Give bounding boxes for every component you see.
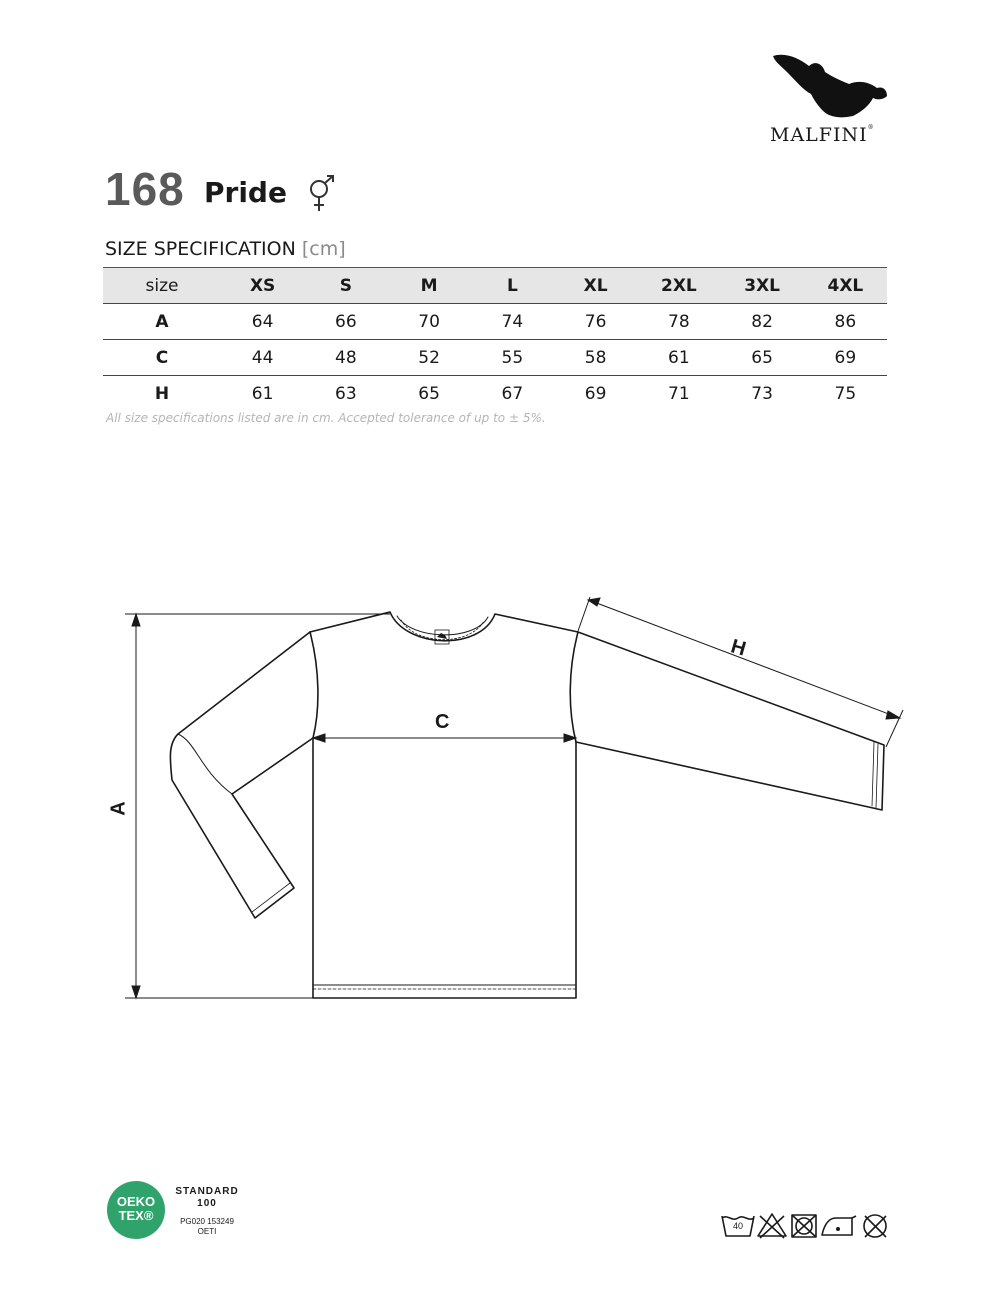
- eagle-logo-icon: [765, 50, 900, 125]
- no-tumble-dry-icon: [792, 1215, 816, 1237]
- size-header: L: [471, 268, 554, 304]
- iron-low-icon: [822, 1216, 856, 1235]
- tolerance-note: All size specifications listed are in cm. Accepted tolerance of up to ± 5%.: [106, 411, 546, 425]
- table-cell: 55: [501, 347, 524, 368]
- size-table: [103, 267, 887, 411]
- dimension-label-h: H: [728, 635, 749, 661]
- table-cell: 73: [751, 383, 773, 404]
- row-label: A: [155, 311, 169, 332]
- unisex-symbol-icon: [305, 174, 339, 214]
- wash-temperature: 40: [732, 1221, 743, 1231]
- oeko-text-line: OEKO: [116, 1194, 156, 1209]
- standard-label: [172, 1186, 242, 1210]
- row-label: H: [154, 383, 170, 404]
- size-column-header: size: [103, 268, 221, 304]
- table-cell: 61: [668, 347, 690, 368]
- long-sleeve-shirt-icon: [100, 580, 920, 1020]
- row-label: C: [155, 347, 169, 368]
- table-cell: 58: [584, 347, 607, 368]
- table-cell: 65: [418, 383, 440, 404]
- brand-name: MALFINI®: [770, 124, 875, 146]
- standard-text: STANDARD: [175, 1186, 239, 1197]
- dimension-label-c: C: [435, 711, 450, 733]
- size-header: 3XL: [721, 268, 804, 304]
- size-header: S: [304, 268, 387, 304]
- oeko-text-line: TEX®: [118, 1208, 154, 1223]
- size-header: 4XL: [804, 268, 887, 304]
- table-cell: 67: [501, 383, 524, 404]
- standard-number: 100: [197, 1198, 217, 1209]
- size-header: XS: [221, 268, 304, 304]
- table-cell: 76: [584, 311, 607, 332]
- no-bleach-icon: [758, 1214, 786, 1238]
- table-cell: 78: [668, 311, 690, 332]
- table-cell: 61: [251, 383, 274, 404]
- table-row: [103, 340, 887, 376]
- table-cell: 65: [751, 347, 773, 368]
- table-cell: 69: [834, 347, 857, 368]
- size-header: 2XL: [637, 268, 720, 304]
- table-cell: 74: [501, 311, 524, 332]
- spec-heading: [105, 238, 346, 260]
- table-cell: 64: [251, 311, 274, 332]
- product-number: 168: [105, 163, 185, 215]
- product-name: Pride: [204, 176, 287, 209]
- certificate-code: [172, 1217, 242, 1237]
- certificate-institute: OETI: [197, 1227, 217, 1236]
- certificate-number: PG020 153249: [180, 1217, 234, 1226]
- spec-unit: [cm]: [301, 238, 346, 260]
- no-dry-clean-icon: [864, 1215, 886, 1237]
- table-row: [103, 304, 887, 340]
- dimension-label-a: A: [107, 801, 130, 816]
- table-cell: 71: [668, 383, 690, 404]
- table-cell: 82: [751, 311, 773, 332]
- table-cell: 52: [418, 347, 440, 368]
- oeko-tex-label: [106, 1195, 166, 1223]
- table-header-row: [103, 268, 887, 304]
- table-cell: 86: [834, 311, 857, 332]
- size-header: M: [388, 268, 471, 304]
- shirt-collar-logo-icon: [435, 630, 449, 644]
- table-row: [103, 376, 887, 412]
- table-cell: 48: [335, 347, 357, 368]
- spec-heading-text: SIZE SPECIFICATION: [105, 238, 296, 260]
- table-cell: 69: [584, 383, 607, 404]
- size-header: XL: [554, 268, 637, 304]
- table-cell: 70: [418, 311, 440, 332]
- table-cell: 66: [335, 311, 357, 332]
- table-cell: 63: [335, 383, 357, 404]
- table-cell: 75: [834, 383, 857, 404]
- table-cell: 44: [251, 347, 274, 368]
